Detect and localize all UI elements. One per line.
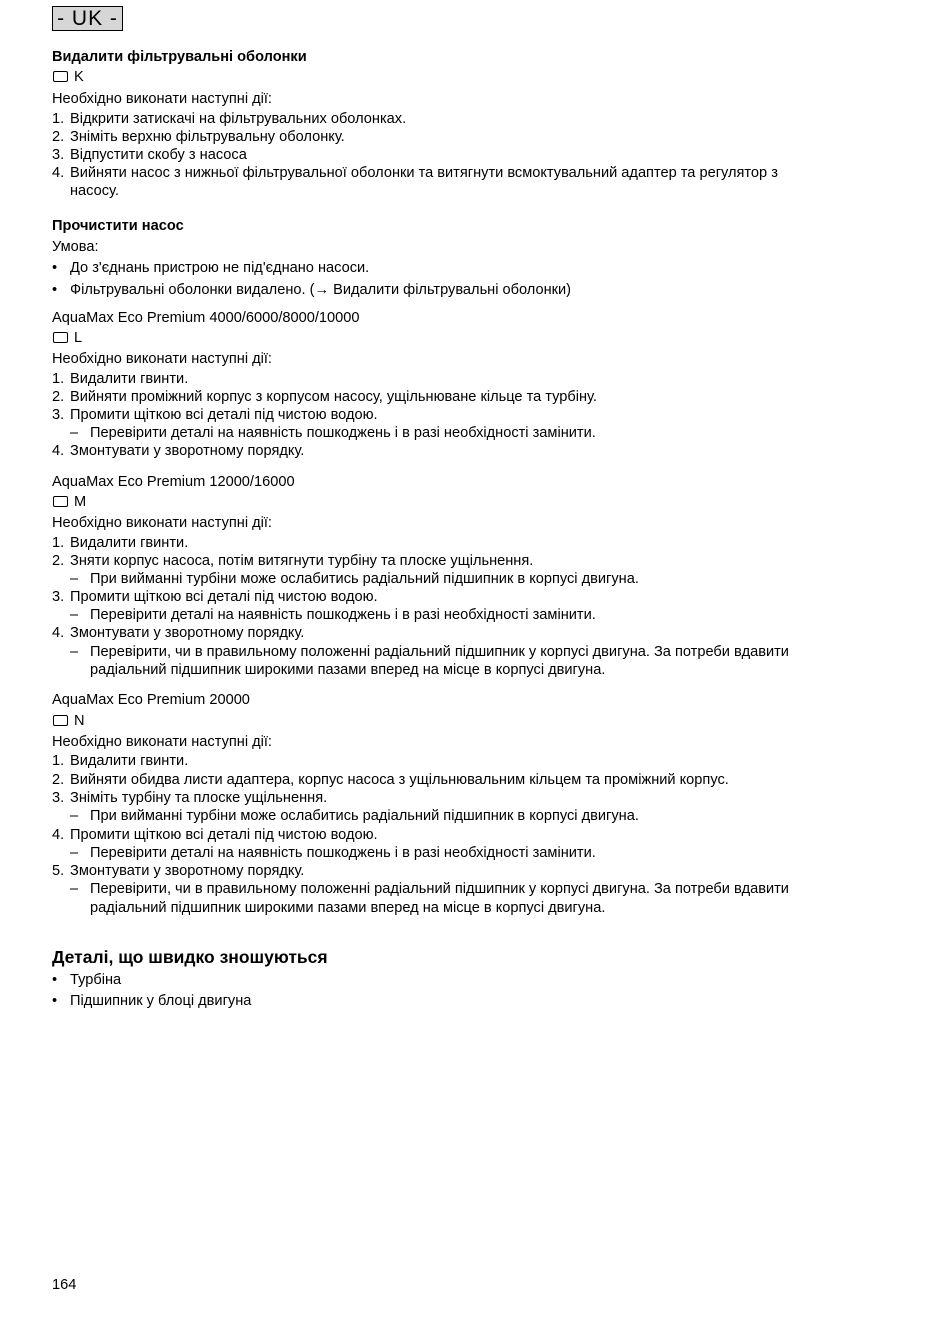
figure-ref-n: N (52, 712, 85, 730)
step-item: 4. Вийняти насос з нижньої фільтрувальної оболонки та витягнути всмоктувальний адаптер та регулятор з (52, 165, 778, 181)
step-item: 2. Вийняти проміжний корпус з корпусом насосу, ущільнюване кільце та турбіну. (52, 389, 597, 405)
section-title-wear-parts: Деталі, що швидко зношуються (52, 947, 328, 967)
sub-step-item: – Перевірити деталі на наявність пошкоджень і в разі необхідності замінити. (70, 607, 596, 623)
step-item: 5. Змонтувати у зворотному порядку. (52, 863, 305, 879)
figure-ref-k: K (52, 68, 84, 86)
condition-label: Умова: (52, 239, 99, 255)
condition-item: • Фільтрувальні оболонки видалено. (→ Видалити фільтрувальні оболонки) (52, 282, 572, 298)
wear-part-item: • Турбіна (52, 972, 122, 988)
sub-step-item: – При вийманні турбіни може ослабитись радіальний підшипник в корпусі двигуна. (70, 571, 639, 587)
figure-ref-m: M (52, 493, 86, 511)
sub-step-item: – При вийманні турбіни може ослабитись радіальний підшипник в корпусі двигуна. (70, 808, 639, 824)
figure-ref-l: L (52, 329, 82, 347)
step-item: 4. Промити щіткою всі деталі під чистою водою. (52, 827, 378, 843)
steps-intro: Необхідно виконати наступні дії: (52, 91, 272, 107)
step-item: 4. Змонтувати у зворотному порядку. (52, 625, 305, 641)
figure-icon (53, 496, 68, 507)
steps-intro: Необхідно виконати наступні дії: (52, 351, 272, 367)
step-item: 3. Відпустити скобу з насоса (52, 147, 247, 163)
steps-intro: Необхідно виконати наступні дії: (52, 734, 272, 750)
steps-intro: Необхідно виконати наступні дії: (52, 515, 272, 531)
figure-icon (53, 332, 68, 343)
step-item: 4. Змонтувати у зворотному порядку. (52, 443, 305, 459)
section-title-remove: Видалити фільтрувальні оболонки (52, 49, 307, 65)
sub-step-item: – Перевірити, чи в правильному положенні радіальний підшипник у корпусі двигуна. За потреби вдавити (70, 881, 789, 897)
wear-part-item: • Підшипник у блоці двигуна (52, 993, 252, 1009)
model-title: AquaMax Eco Premium 12000/16000 (52, 474, 295, 490)
section-title-clean: Прочистити насос (52, 218, 184, 234)
step-item: 2. Зняти корпус насоса, потім витягнути турбіну та плоске ущільнення. (52, 553, 534, 569)
step-item: 1. Видалити гвинти. (52, 753, 189, 769)
language-tag: - UK - (52, 6, 123, 31)
step-item: 2. Вийняти обидва листи адаптера, корпус насоса з ущільнювальним кільцем та проміжний корпус. (52, 772, 729, 788)
step-item: 2. Зніміть верхню фільтрувальну оболонку. (52, 129, 345, 145)
figure-icon (53, 715, 68, 726)
sub-step-item: – Перевірити, чи в правильному положенні радіальний підшипник у корпусі двигуна. За потреби вдавити (70, 644, 789, 660)
sub-step-item: – Перевірити деталі на наявність пошкоджень і в разі необхідності замінити. (70, 845, 596, 861)
step-item: 3. Промити щіткою всі деталі під чистою водою. (52, 589, 378, 605)
page-number: 164 (52, 1277, 77, 1293)
step-item-continuation: насосу. (70, 183, 119, 199)
sub-step-continuation: радіальний підшипник широкими пазами вперед на місце в корпусі двигуна. (90, 900, 606, 916)
figure-icon (53, 71, 68, 82)
step-item: 1. Видалити гвинти. (52, 535, 189, 551)
sub-step-item: – Перевірити деталі на наявність пошкоджень і в разі необхідності замінити. (70, 425, 596, 441)
model-title: AquaMax Eco Premium 20000 (52, 692, 250, 708)
model-title: AquaMax Eco Premium 4000/6000/8000/10000 (52, 310, 360, 326)
sub-step-continuation: радіальний підшипник широкими пазами вперед на місце в корпусі двигуна. (90, 662, 606, 678)
step-item: 3. Зніміть турбіну та плоске ущільнення. (52, 790, 328, 806)
condition-item: • До з'єднань пристрою не під'єднано насоси. (52, 260, 370, 276)
step-item: 1. Видалити гвинти. (52, 371, 189, 387)
step-item: 1. Відкрити затискачі на фільтрувальних оболонках. (52, 111, 407, 127)
step-item: 3. Промити щіткою всі деталі під чистою водою. (52, 407, 378, 423)
